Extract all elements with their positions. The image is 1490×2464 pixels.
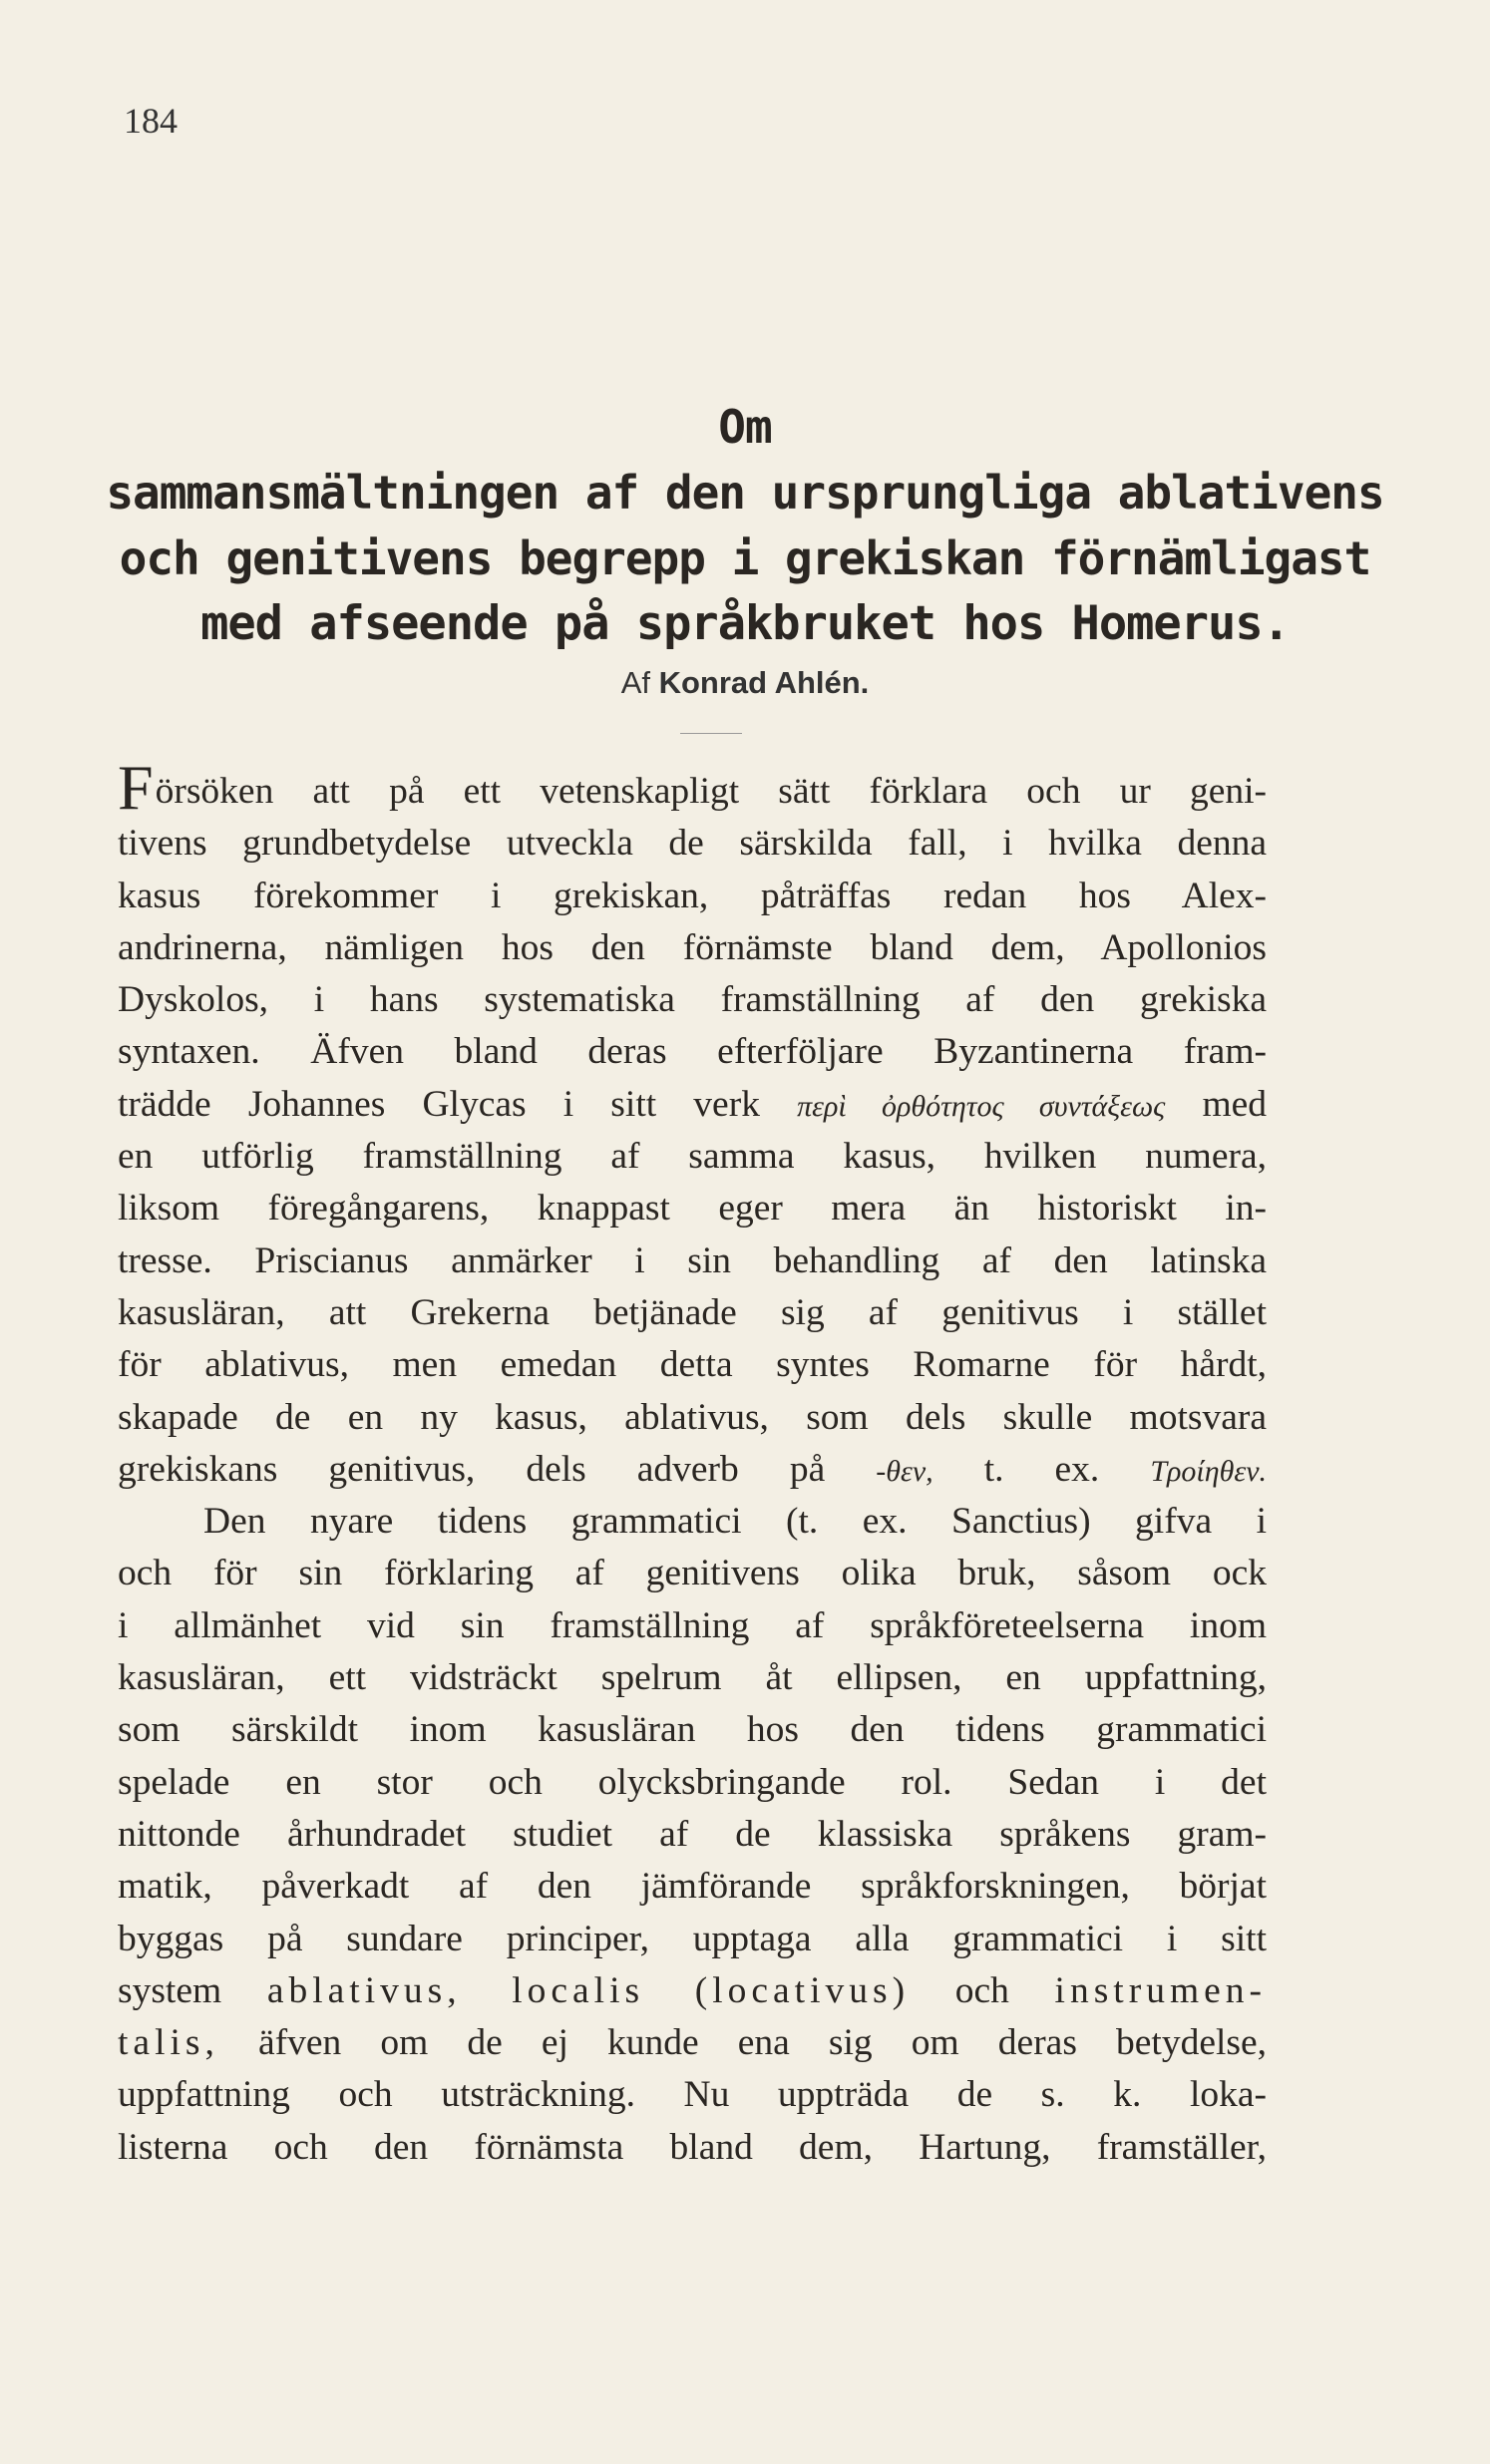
text-segment: t. ex. (983, 1448, 1100, 1490)
title-line-4: med afseende på språkbruket hos Homerus. (200, 596, 1290, 651)
text-line: skapade de en ny kasus, ablativus, som dels skulle motsvara (118, 1396, 1267, 1438)
text-segment: och (954, 1969, 1009, 2011)
text-line: uppfattning och utsträckning. Nu uppträda de s. k. loka- (118, 2074, 1267, 2116)
title-line-1: Om (718, 400, 772, 454)
text-segment: system (118, 1969, 222, 2011)
text-line: andrinerna, nämligen hos den förnämste bland dem, Apollonios (118, 926, 1267, 968)
page-number: 184 (124, 101, 178, 141)
text-line: en utförlig framställning af samma kasus, hvilken numera, (118, 1136, 1267, 1178)
title-line-3: och genitivens begrepp i grekiskan förnämligast (119, 531, 1371, 585)
text-line: tivens grundbetydelse utveckla de särskilda fall, i hvilka denna (118, 823, 1267, 865)
greek-word: Τροίηθεν. (1150, 1454, 1268, 1488)
text-line (118, 2017, 1267, 2069)
greek-word: -θεν, (876, 1454, 933, 1488)
text-segment: grekiskans genitivus, dels adverb på (118, 1448, 826, 1490)
text-line: Dyskolos, i hans systematiska framställning af den grekiska (118, 979, 1267, 1021)
author-name: Konrad Ahlén. (658, 665, 870, 700)
text-line (118, 1965, 1267, 2017)
body-text (118, 752, 1268, 2174)
text-line (118, 1444, 1267, 1496)
spaced-term: ablativus, localis (locativus) (266, 1969, 911, 2011)
spaced-term: instrumen- (1054, 1969, 1268, 2011)
text-line: kasusläran, att Grekerna betjänade sig af genitivus i stället (118, 1291, 1267, 1333)
text-line: i allmänhet vid sin framställning af språkföreteelserna inom (118, 1604, 1267, 1646)
author-line (0, 665, 1490, 701)
title-divider (680, 733, 742, 734)
text-line: byggas på sundare principer, upptaga alla grammatici i sitt (118, 1918, 1267, 1959)
text-line: som särskildt inom kasusläran hos den tidens grammatici (118, 1709, 1267, 1751)
text-line: för ablativus, men emedan detta syntes Romarne för hårdt, (118, 1344, 1267, 1386)
text-segment: örsöken att på ett vetenskapligt sätt förklara och ur geni- (155, 771, 1267, 812)
drop-cap: F (118, 752, 154, 823)
text-segment: med (1202, 1083, 1268, 1125)
spaced-term: talis, (118, 2022, 219, 2064)
text-line: matik, påverkadt af den jämförande språkforskningen, börjat (118, 1866, 1267, 1908)
text-line: kasusläran, ett vidsträckt spelrum åt ellipsen, en uppfattning, (118, 1657, 1267, 1699)
title-line-2: sammansmältningen af den ursprungliga ablativens (106, 466, 1384, 520)
text-line (118, 1079, 1267, 1131)
text-segment: trädde Johannes Glycas i sitt verk (118, 1083, 760, 1125)
text-line: Den nyare tidens grammatici (t. ex. Sanctius) gifva i (203, 1501, 1267, 1543)
text-line: syntaxen. Äfven bland deras efterföljare Byzantinerna fram- (118, 1031, 1267, 1073)
article-title (0, 394, 1490, 701)
text-line: nittonde århundradet studiet af de klassiska språkens gram- (118, 1813, 1267, 1855)
text-line (118, 752, 1267, 823)
text-line: liksom föregångarens, knappast eger mera än historiskt in- (118, 1188, 1267, 1230)
text-line: tresse. Priscianus anmärker i sin behandling af den latinska (118, 1239, 1267, 1281)
greek-title: περὶ ὀρθότητος συντάξεως (797, 1089, 1166, 1123)
text-segment: äfven om de ej kunde ena sig om deras betydelse, (257, 2022, 1268, 2064)
text-line: och för sin förklaring af genitivens olika bruk, såsom ock (118, 1553, 1267, 1594)
text-line: kasus förekommer i grekiskan, påträffas redan hos Alex- (118, 875, 1267, 916)
text-line: listerna och den förnämsta bland dem, Hartung, framställer, (118, 2126, 1267, 2168)
text-line: spelade en stor och olycksbringande rol. Sedan i det (118, 1761, 1267, 1803)
author-prefix: Af (620, 665, 650, 700)
